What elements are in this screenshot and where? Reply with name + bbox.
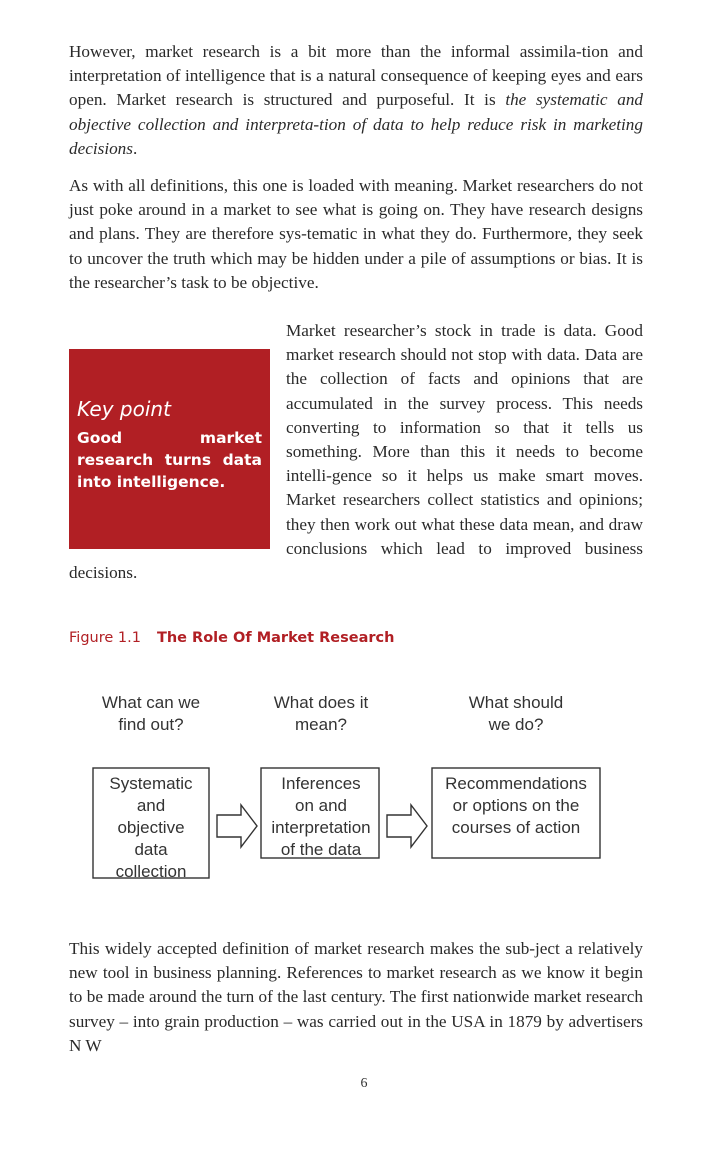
key-point-box <box>69 349 270 549</box>
paragraph-intro-text: However, market research is a bit more than the informal assimila-tion and interpretation of intelligence that is a natural consequence of keeping eyes and ears open. Market research is structured and purposeful. It is <box>69 42 643 110</box>
paragraph-intro-end: . <box>132 138 138 158</box>
paragraph-history: This widely accepted definition of market research makes the sub-ject a relatively new tool in business planning. References to market research as we know it begin to be made around the turn of the last century. The first nationwide market research survey – into grain production – was carried out in the USA in 1879 by advertisers N W <box>69 939 643 1055</box>
paragraph-data <box>69 319 643 585</box>
box-interpretation-line-2: on and <box>295 796 347 815</box>
definition-italic: the systematic and objective collection and interpreta-tion of data to help reduce risk in marketing decisions <box>69 90 644 158</box>
column-find-out <box>93 693 209 881</box>
box-recommendations-line-3: courses of action <box>451 818 581 837</box>
paragraph-intro <box>69 40 643 161</box>
question-mean-line-2: mean? <box>295 715 347 734</box>
paragraph-data-text: Market researcher’s stock in trade is data. Good market research should not stop with data. Data are the collection of facts and opinions that are accumulated in the survey process. This needs converting to information so that it tells us something. More than this it needs to become intelli-gence so it helps us make smart moves. Market researchers collect statistics and opinions; they then work out what these data mean, and draw conclusions which lead to improved business decisions. <box>69 321 643 583</box>
box-collection-line-2: and <box>136 796 166 815</box>
question-find-out-line-1: What can we <box>101 693 201 712</box>
arrow-right-icon <box>387 805 427 847</box>
figure-number: Figure 1.1 <box>69 630 141 646</box>
key-point-title: Key point <box>77 397 171 421</box>
box-recommendations-line-2: or options on the <box>452 796 580 815</box>
question-find-out-line-2: find out? <box>118 715 184 734</box>
arrow-right-icon <box>217 805 257 847</box>
box-interpretation-line-3: interpretation <box>271 818 371 837</box>
question-mean-line-1: What does it <box>273 693 369 712</box>
box-collection-line-5: collection <box>115 862 187 881</box>
question-should-do-line-2: we do? <box>488 715 544 734</box>
column-should-do <box>432 693 600 858</box>
role-of-market-research-diagram <box>86 682 626 882</box>
box-collection-line-4: data <box>134 840 168 859</box>
box-collection-line-3: objective <box>117 818 185 837</box>
box-interpretation-line-4: of the data <box>280 840 362 859</box>
column-mean <box>261 693 379 859</box>
paragraph-definitions: As with all definitions, this one is loaded with meaning. Market researchers do not just poke around in a market to see what is going on. They have research designs and plans. They are therefore sys-tematic in what they do. Furthermore, they seek to uncover the truth which may be hidden under a pile of assumptions or bias. It is the researcher’s task to be objective. <box>69 176 643 292</box>
box-collection-line-1: Systematic <box>109 774 193 793</box>
box-recommendations-line-1: Recommendations <box>445 774 587 793</box>
box-interpretation-line-1: Inferences <box>281 774 361 793</box>
page-number: 6 <box>360 1076 368 1091</box>
key-point-text: Good market research turns data into intelligence. <box>77 429 262 491</box>
figure-caption <box>69 630 394 646</box>
figure-title: The Role Of Market Research <box>156 630 395 646</box>
question-should-do-line-1: What should <box>468 693 564 712</box>
